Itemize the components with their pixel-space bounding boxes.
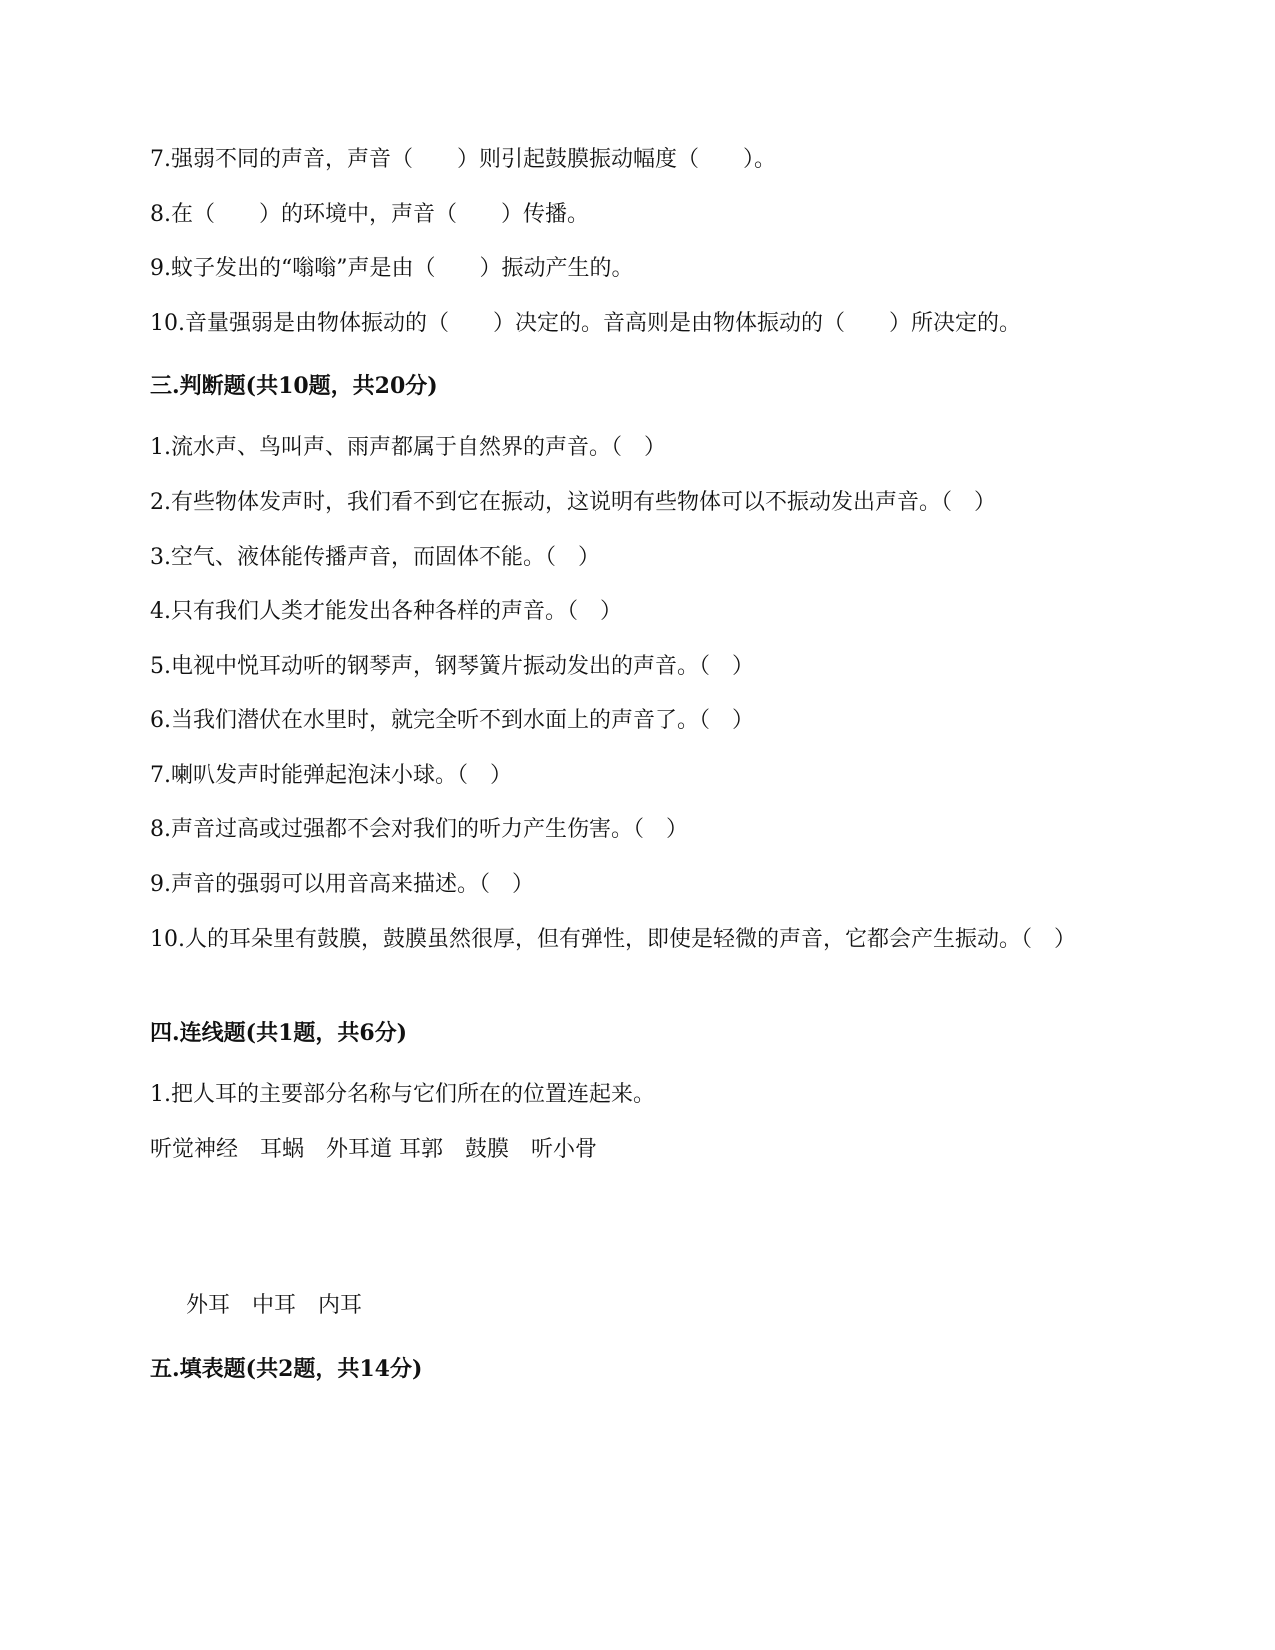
judge-item-4: 4.只有我们人类才能发出各种各样的声音。（ ） (150, 599, 622, 624)
judge-item-2: 2.有些物体发声时，我们看不到它在振动，这说明有些物体可以不振动发出声音。（ ） (150, 490, 996, 515)
judge-item-3: 3.空气、液体能传播声音，而固体不能。（ ） (150, 545, 600, 570)
judge-item-6: 6.当我们潜伏在水里时，就完全听不到水面上的声音了。（ ） (150, 708, 754, 733)
question-8-fill: 8.在（ ）的环境中，声音（ ）传播。 (150, 202, 589, 227)
judge-item-1: 1.流水声、鸟叫声、雨声都属于自然界的声音。（ ） (150, 435, 666, 460)
section-5-heading: 五.填表题(共2题，共14分) (150, 1356, 423, 1382)
judge-item-5: 5.电视中悦耳动听的钢琴声，钢琴簧片振动发出的声音。（ ） (150, 654, 754, 679)
question-9-fill: 9.蚊子发出的“嗡嗡”声是由（ ）振动产生的。 (150, 256, 634, 281)
matching-parts-row: 听觉神经 耳蜗 外耳道 耳郭 鼓膜 听小骨 (150, 1137, 597, 1162)
judge-item-10: 10.人的耳朵里有鼓膜，鼓膜虽然很厚，但有弹性，即使是轻微的声音，它都会产生振动。（ ） (150, 927, 1076, 952)
question-10-fill: 10.音量强弱是由物体振动的（ ）决定的。音高则是由物体振动的（ ）所决定的。 (150, 311, 1021, 336)
section-3-heading: 三.判断题(共10题，共20分) (150, 373, 438, 399)
question-7-fill: 7.强弱不同的声音，声音（ ）则引起鼓膜振动幅度（ ）。 (150, 147, 776, 172)
matching-locations-row: 外耳 中耳 内耳 (186, 1293, 363, 1318)
judge-item-7: 7.喇叭发声时能弹起泡沫小球。（ ） (150, 763, 512, 788)
judge-item-8: 8.声音过高或过强都不会对我们的听力产生伤害。（ ） (150, 817, 688, 842)
matching-question: 1.把人耳的主要部分名称与它们所在的位置连起来。 (150, 1082, 655, 1107)
section-4-heading: 四.连线题(共1题，共6分) (150, 1020, 408, 1046)
judge-item-9: 9.声音的强弱可以用音高来描述。（ ） (150, 872, 534, 897)
